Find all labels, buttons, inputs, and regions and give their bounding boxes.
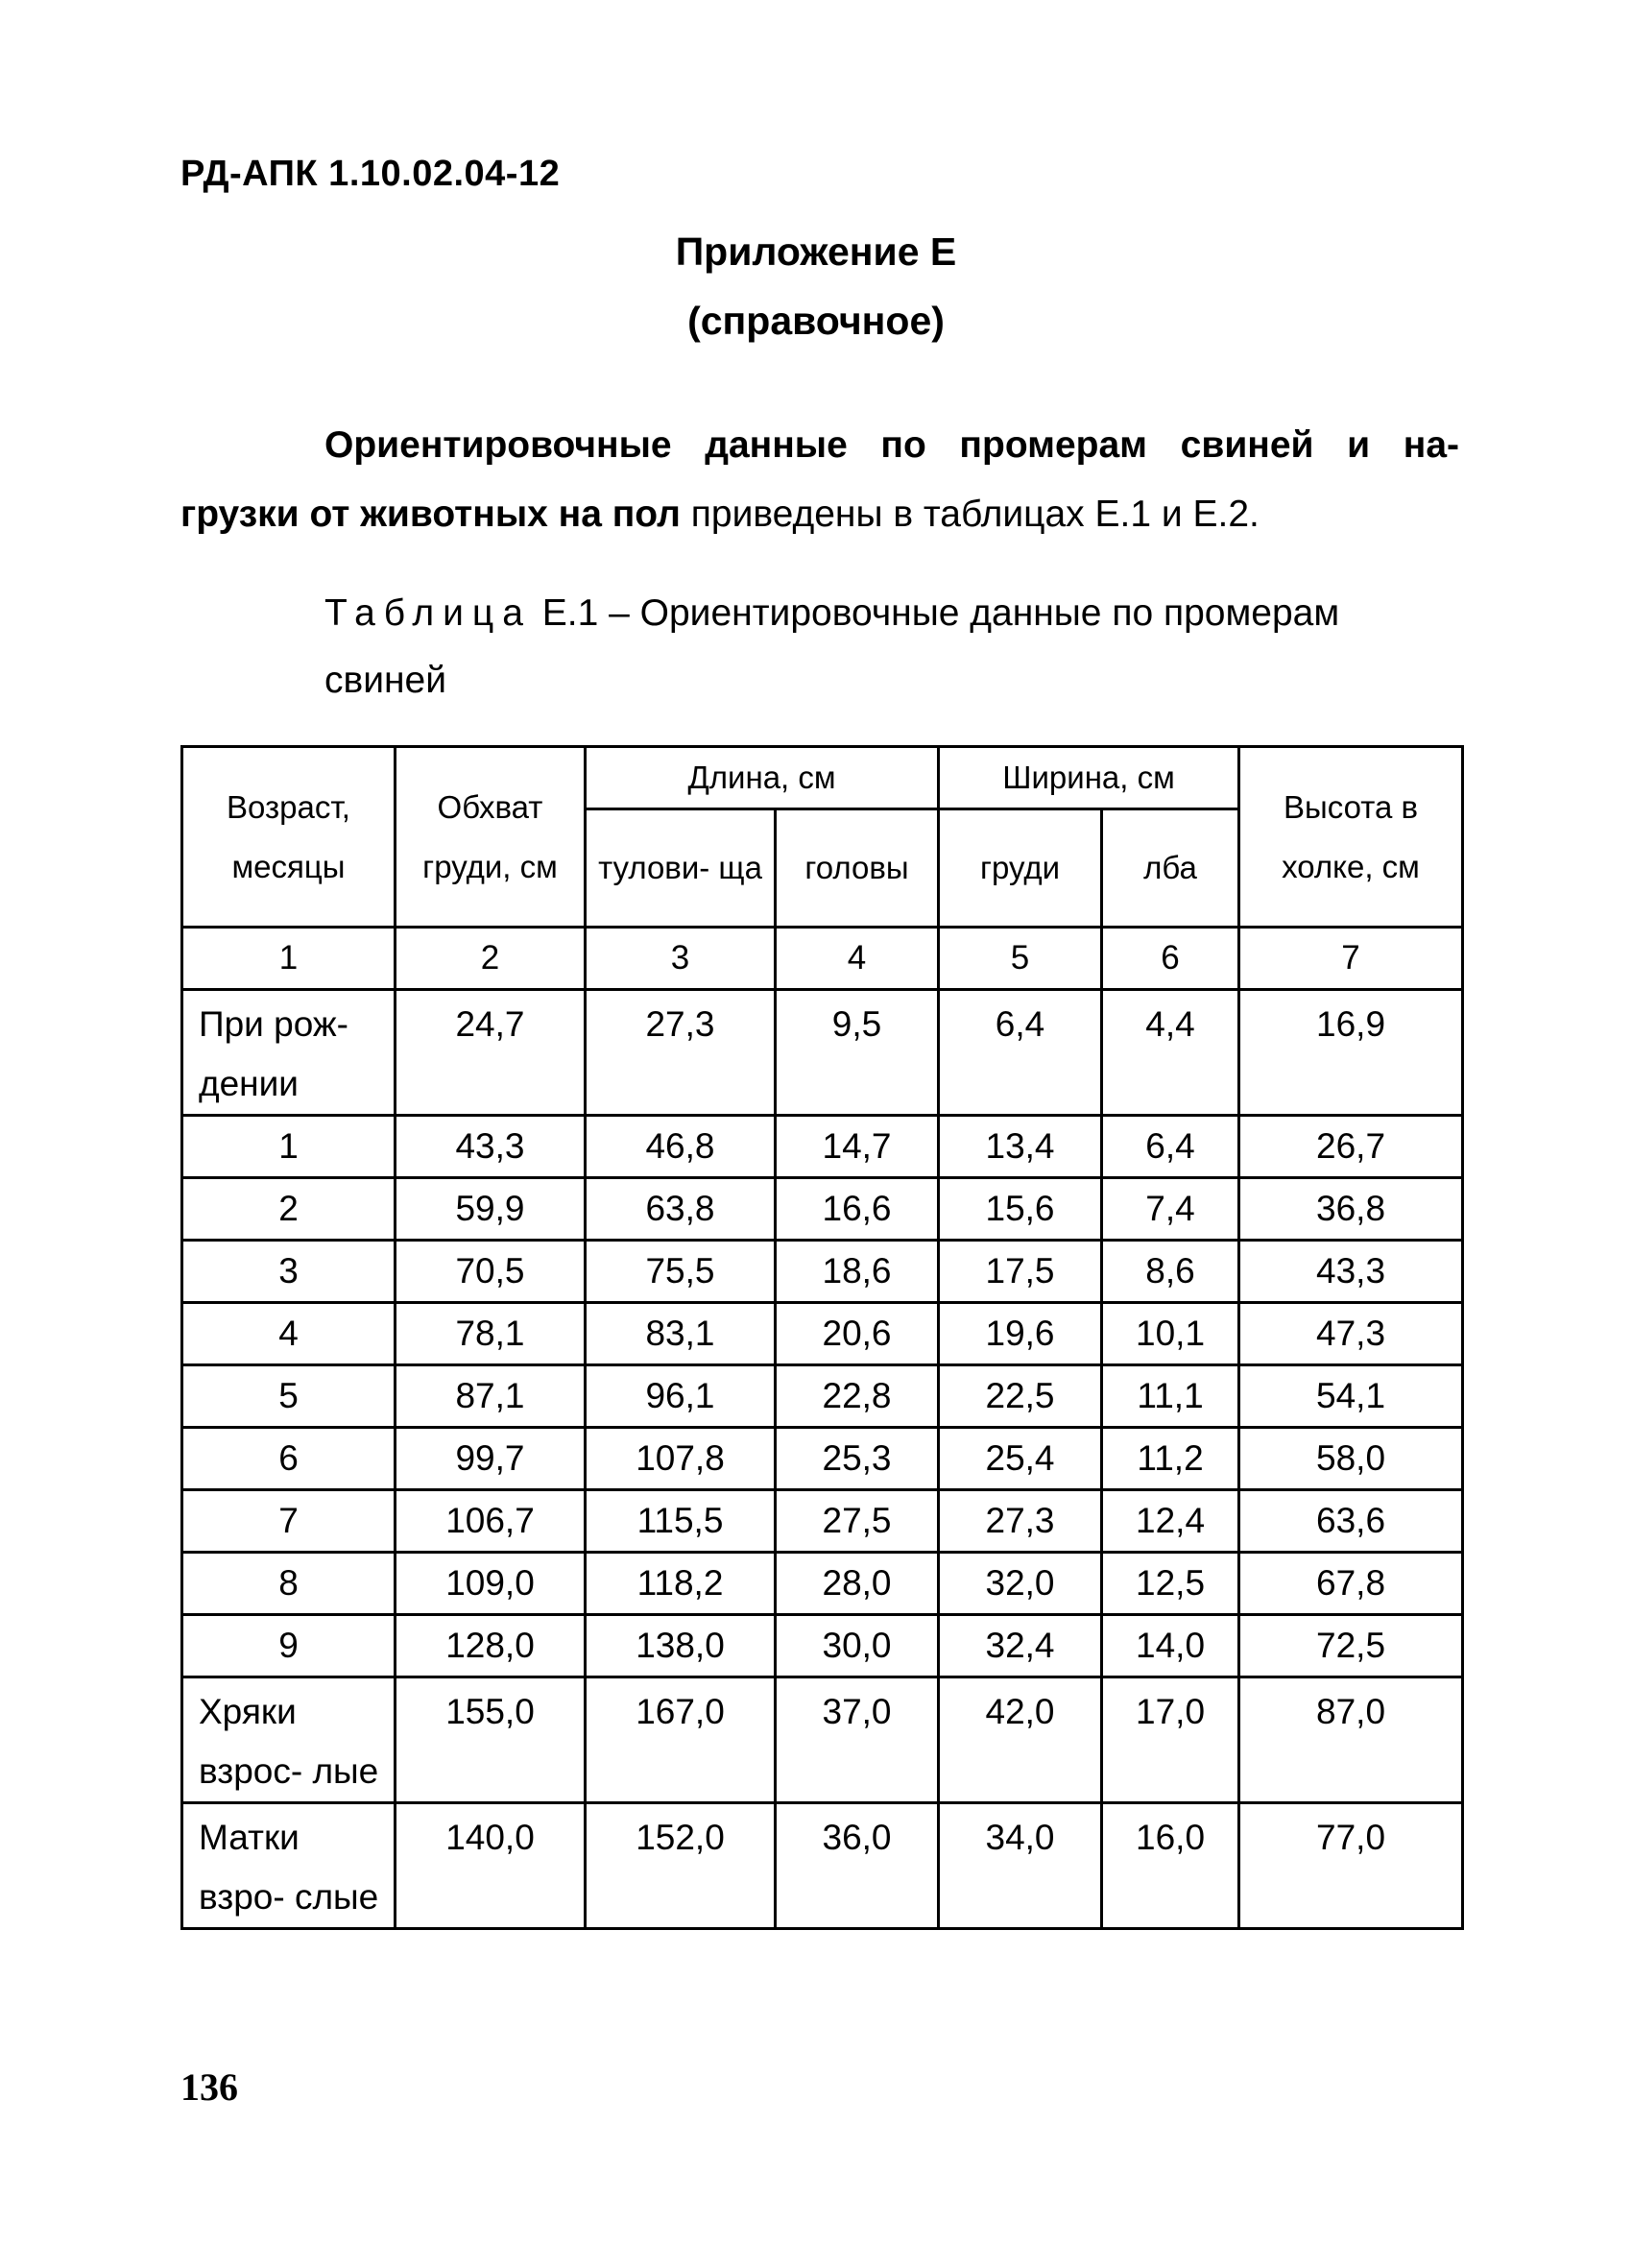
value-cell: 15,6 — [939, 1178, 1102, 1241]
table-caption — [324, 580, 1476, 714]
value-cell: 26,7 — [1239, 1116, 1463, 1178]
header-height: Высота в холке, см — [1239, 747, 1463, 928]
value-cell: 17,5 — [939, 1241, 1102, 1303]
value-cell: 96,1 — [586, 1365, 776, 1428]
header-age: Возраст, месяцы — [182, 747, 396, 928]
table-row — [182, 1303, 1463, 1365]
header-length-group: Длина, см — [586, 747, 939, 809]
column-number: 1 — [182, 928, 396, 990]
value-cell: 12,5 — [1102, 1553, 1239, 1615]
header-chest-girth: Обхват груди, см — [396, 747, 586, 928]
value-cell: 46,8 — [586, 1116, 776, 1178]
value-cell: 30,0 — [776, 1615, 939, 1677]
intro-line-2 — [180, 480, 1459, 549]
document-code: РД-АПК 1.10.02.04-12 — [180, 154, 561, 194]
value-cell: 75,5 — [586, 1241, 776, 1303]
age-cell: При рож- дении — [182, 990, 396, 1116]
header-width-group: Ширина, см — [939, 747, 1239, 809]
value-cell: 25,3 — [776, 1428, 939, 1490]
value-cell: 14,7 — [776, 1116, 939, 1178]
value-cell: 152,0 — [586, 1803, 776, 1929]
value-cell: 13,4 — [939, 1116, 1102, 1178]
page-number: 136 — [180, 2065, 238, 2109]
table-row — [182, 1365, 1463, 1428]
value-cell: 138,0 — [586, 1615, 776, 1677]
column-number: 4 — [776, 928, 939, 990]
table-row — [182, 990, 1463, 1116]
value-cell: 9,5 — [776, 990, 939, 1116]
value-cell: 59,9 — [396, 1178, 586, 1241]
value-cell: 43,3 — [396, 1116, 586, 1178]
table-row — [182, 1428, 1463, 1490]
table-row — [182, 1677, 1463, 1803]
value-cell: 16,9 — [1239, 990, 1463, 1116]
value-cell: 16,0 — [1102, 1803, 1239, 1929]
value-cell: 87,0 — [1239, 1677, 1463, 1803]
appendix-heading — [576, 217, 1056, 355]
value-cell: 36,8 — [1239, 1178, 1463, 1241]
table-caption-prefix: Таблица — [324, 592, 532, 634]
age-cell: 6 — [182, 1428, 396, 1490]
header-forehead-width: лба — [1102, 809, 1239, 928]
value-cell: 27,3 — [586, 990, 776, 1116]
age-cell: Матки взро- слые — [182, 1803, 396, 1929]
value-cell: 77,0 — [1239, 1803, 1463, 1929]
intro-paragraph — [180, 411, 1459, 549]
value-cell: 22,8 — [776, 1365, 939, 1428]
value-cell: 99,7 — [396, 1428, 586, 1490]
value-cell: 43,3 — [1239, 1241, 1463, 1303]
value-cell: 6,4 — [1102, 1116, 1239, 1178]
intro-line-2-rest: приведены в таблицах Е.1 и Е.2. — [680, 494, 1260, 535]
value-cell: 28,0 — [776, 1553, 939, 1615]
value-cell: 70,5 — [396, 1241, 586, 1303]
value-cell: 11,1 — [1102, 1365, 1239, 1428]
value-cell: 107,8 — [586, 1428, 776, 1490]
column-number: 2 — [396, 928, 586, 990]
value-cell: 14,0 — [1102, 1615, 1239, 1677]
value-cell: 78,1 — [396, 1303, 586, 1365]
table-caption-line-1 — [324, 580, 1476, 647]
value-cell: 27,5 — [776, 1490, 939, 1553]
column-number: 3 — [586, 928, 776, 990]
column-number: 6 — [1102, 928, 1239, 990]
value-cell: 20,6 — [776, 1303, 939, 1365]
age-cell: 7 — [182, 1490, 396, 1553]
value-cell: 87,1 — [396, 1365, 586, 1428]
value-cell: 34,0 — [939, 1803, 1102, 1929]
value-cell: 106,7 — [396, 1490, 586, 1553]
column-number: 5 — [939, 928, 1102, 990]
table-row — [182, 1553, 1463, 1615]
table-row — [182, 1803, 1463, 1929]
value-cell: 42,0 — [939, 1677, 1102, 1803]
age-cell: 4 — [182, 1303, 396, 1365]
value-cell: 18,6 — [776, 1241, 939, 1303]
value-cell: 10,1 — [1102, 1303, 1239, 1365]
value-cell: 32,0 — [939, 1553, 1102, 1615]
value-cell: 27,3 — [939, 1490, 1102, 1553]
header-chest-width: груди — [939, 809, 1102, 928]
appendix-title: Приложение Е — [675, 229, 957, 274]
table-row — [182, 1178, 1463, 1241]
value-cell: 128,0 — [396, 1615, 586, 1677]
value-cell: 155,0 — [396, 1677, 586, 1803]
value-cell: 37,0 — [776, 1677, 939, 1803]
value-cell: 8,6 — [1102, 1241, 1239, 1303]
value-cell: 22,5 — [939, 1365, 1102, 1428]
value-cell: 25,4 — [939, 1428, 1102, 1490]
value-cell: 11,2 — [1102, 1428, 1239, 1490]
age-cell: 8 — [182, 1553, 396, 1615]
value-cell: 6,4 — [939, 990, 1102, 1116]
table-row — [182, 1490, 1463, 1553]
value-cell: 167,0 — [586, 1677, 776, 1803]
value-cell: 118,2 — [586, 1553, 776, 1615]
column-numbers-row — [182, 928, 1463, 990]
intro-line-1: Ориентировочные данные по промерам свиней и на- — [324, 424, 1459, 466]
table-row — [182, 1615, 1463, 1677]
age-cell: 3 — [182, 1241, 396, 1303]
value-cell: 63,8 — [586, 1178, 776, 1241]
value-cell: 109,0 — [396, 1553, 586, 1615]
value-cell: 19,6 — [939, 1303, 1102, 1365]
intro-line-2-bold: грузки от животных на пол — [180, 494, 681, 535]
value-cell: 32,4 — [939, 1615, 1102, 1677]
value-cell: 24,7 — [396, 990, 586, 1116]
table-row — [182, 1116, 1463, 1178]
age-cell: 2 — [182, 1178, 396, 1241]
age-cell: 9 — [182, 1615, 396, 1677]
age-cell: 5 — [182, 1365, 396, 1428]
value-cell: 67,8 — [1239, 1553, 1463, 1615]
value-cell: 17,0 — [1102, 1677, 1239, 1803]
table-caption-text: Е.1 – Ориентировочные данные по промерам — [531, 592, 1340, 634]
value-cell: 54,1 — [1239, 1365, 1463, 1428]
value-cell: 83,1 — [586, 1303, 776, 1365]
pig-measurements-table — [180, 745, 1464, 1930]
value-cell: 12,4 — [1102, 1490, 1239, 1553]
value-cell: 47,3 — [1239, 1303, 1463, 1365]
table-row — [182, 1241, 1463, 1303]
column-number: 7 — [1239, 928, 1463, 990]
value-cell: 36,0 — [776, 1803, 939, 1929]
value-cell: 4,4 — [1102, 990, 1239, 1116]
value-cell: 140,0 — [396, 1803, 586, 1929]
value-cell: 7,4 — [1102, 1178, 1239, 1241]
header-body-length: тулови- ща — [586, 809, 776, 928]
appendix-subtitle: (справочное) — [687, 299, 945, 343]
table-caption-line-2: свиней — [324, 660, 447, 701]
value-cell: 63,6 — [1239, 1490, 1463, 1553]
value-cell: 16,6 — [776, 1178, 939, 1241]
value-cell: 58,0 — [1239, 1428, 1463, 1490]
value-cell: 115,5 — [586, 1490, 776, 1553]
value-cell: 72,5 — [1239, 1615, 1463, 1677]
age-cell: Хряки взрос- лые — [182, 1677, 396, 1803]
age-cell: 1 — [182, 1116, 396, 1178]
header-head-length: головы — [776, 809, 939, 928]
